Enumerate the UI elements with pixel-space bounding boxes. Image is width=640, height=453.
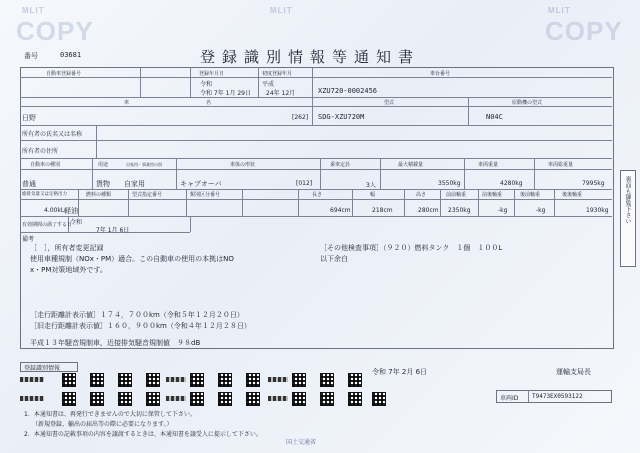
- weight-value: 4280kg: [500, 180, 523, 187]
- qr-code: [246, 373, 260, 387]
- qr-code: [348, 392, 362, 406]
- chassis-label: 車台番号: [430, 71, 451, 77]
- use-label: 用途: [98, 162, 109, 168]
- transport-office: 運輸支局長: [556, 368, 591, 376]
- first-reg-label: 初度登録年月: [262, 71, 293, 77]
- use-value: 貨物: [96, 180, 110, 188]
- watermark-mlit-right: MLIT: [548, 6, 571, 15]
- qr-code: [118, 373, 132, 387]
- watermark-copy-left: COPY: [16, 16, 94, 46]
- qr-code: [292, 392, 306, 406]
- reg-date-era: 令和: [200, 81, 213, 88]
- qr-code: [246, 392, 260, 406]
- issue-date: 令和 7年 2月 6日: [372, 368, 428, 376]
- type-label: 型式: [384, 100, 395, 106]
- height-value: 280cm: [418, 207, 439, 214]
- qr-code: [146, 373, 160, 387]
- first-reg-era: 平成: [262, 81, 275, 88]
- redacted-code: [166, 377, 186, 382]
- gross-weight-label: 車両総重量: [548, 162, 574, 168]
- rear-rear-axle-label: 後後軸重: [562, 192, 583, 198]
- odometer-line-2: ［旧走行距離計表示値］１６０，９００km（令和４年１２月２８日）: [30, 322, 251, 330]
- watermark-mlit-left: MLIT: [22, 6, 45, 15]
- qr-code: [190, 373, 204, 387]
- qr-code: [190, 392, 204, 406]
- qr-code: [320, 373, 334, 387]
- reg-date-value: 令和 7年 1月 29日: [200, 90, 251, 97]
- watermark-copy-right: COPY: [545, 16, 623, 46]
- height-label: 高さ: [416, 192, 427, 198]
- rear-rear-axle-value: 1930kg: [586, 207, 609, 214]
- qr-code: [218, 392, 232, 406]
- use-sub-value: 自家用: [124, 180, 145, 188]
- rear-front-axle-label: 後前軸重: [520, 192, 541, 198]
- type-value: SDG-XZU720M: [318, 113, 365, 121]
- kind-label: 自動車の種別: [30, 162, 61, 168]
- car-name-label: 名: [206, 100, 212, 106]
- noise-regulation: 平成１３年騒音規制車，近接排気騒音規制値 ９８dB: [30, 339, 201, 347]
- body-label: 車体の形状: [230, 162, 256, 168]
- redacted-code: [20, 396, 44, 401]
- qr-code: [292, 373, 306, 387]
- qr-code: [90, 392, 104, 406]
- redacted-code: [20, 377, 44, 382]
- inspection-note-1: ［その他検査事項］（９２０）燃料タンク １個 １００L: [320, 244, 503, 252]
- qr-code: [118, 392, 132, 406]
- page-title: 登録識別情報等通知書: [200, 48, 421, 66]
- rear-front-axle-value: -kg: [536, 207, 546, 214]
- owner-address-label: 所有者の住所: [22, 148, 59, 155]
- form-frame: [20, 67, 614, 349]
- capacity-value: 3人: [366, 182, 376, 189]
- front-front-axle-label: 前前軸重: [446, 192, 467, 198]
- number-label: 番号: [24, 52, 38, 60]
- type-approval-label: 型式指定番号: [132, 192, 163, 198]
- note-1: 1．本通知書は、再発行できませんので大切に保管して下さい。: [24, 411, 196, 418]
- class-number-label: 類別区分番号: [190, 192, 221, 198]
- fuel-label: 燃料の種類: [86, 192, 112, 198]
- expiry-date: 7年 1月 6日: [96, 227, 130, 234]
- displacement-label: 総排気量又は定格出力: [22, 192, 67, 197]
- qr-code: [146, 392, 160, 406]
- expiry-era: 令和: [70, 219, 83, 226]
- engine-label: 原動機の型式: [512, 100, 543, 106]
- capacity-label: 乗車定員: [330, 162, 351, 168]
- body-code: [012]: [296, 180, 313, 187]
- redacted-code: [166, 396, 186, 401]
- width-label: 幅: [370, 192, 376, 198]
- redacted-code: [268, 377, 288, 382]
- qr-code: [320, 392, 334, 406]
- remarks-line-2: 使用車種規制（NOx・PM）適合。この自動車の使用の本拠はNO: [30, 255, 234, 263]
- length-value: 694cm: [330, 207, 351, 214]
- remarks-line-3: x・PM対策地域外です。: [30, 266, 107, 274]
- max-load-label: 最大積載量: [398, 162, 424, 168]
- qr-code: [62, 373, 76, 387]
- note-2: （新規登録、輸出の届出等の際に必要になります。）: [32, 421, 173, 428]
- width-value: 218cm: [372, 207, 393, 214]
- reg-date-label: 登録年月日: [199, 71, 225, 77]
- document-number: 03681: [60, 51, 82, 59]
- weight-label: 車両重量: [478, 162, 499, 168]
- inspection-note-2: 以下余白: [320, 255, 348, 263]
- expiry-label: 有効期間の満了する日: [22, 222, 73, 228]
- fuel-value: 軽油: [64, 207, 78, 215]
- body-value: キャブオーバ: [180, 180, 222, 188]
- note-3: 2．本通知書の記載事項の内容を譲渡するときは、本通知書を譲受人に提示して下さい。: [24, 431, 262, 438]
- ministry-seal: 国土交通省: [286, 439, 317, 446]
- chassis-value: XZU720-0002456: [318, 87, 378, 95]
- qr-code: [90, 373, 104, 387]
- qr-code: [372, 392, 386, 406]
- owner-name-label: 所有者の氏名又は名称: [22, 131, 83, 138]
- engine-value: N04C: [486, 113, 503, 121]
- maker-value: 日野: [22, 114, 36, 122]
- reg-no-label: 自動車登録番号: [46, 71, 82, 77]
- vehicle-id-label: 車両ID: [500, 395, 519, 402]
- remarks-label: 備考: [22, 236, 35, 243]
- vehicle-id-value: T9473EX0593122: [532, 393, 583, 400]
- displacement-value: 4.00kL: [44, 207, 65, 214]
- front-rear-axle-label: 前後軸重: [482, 192, 503, 198]
- front-front-axle-value: 2350kg: [448, 207, 471, 214]
- kind-value: 普通: [22, 180, 36, 188]
- remarks-line-1: ［ ］，所有者変更記録: [30, 244, 104, 252]
- redacted-code: [268, 396, 288, 401]
- reg-info-label: 登録識別情報: [24, 365, 61, 372]
- type-code: [262]: [292, 114, 309, 121]
- watermark-mlit-center: MLIT: [270, 6, 293, 15]
- first-reg-value: 24年 12月: [266, 90, 296, 97]
- front-rear-axle-value: -kg: [498, 207, 508, 214]
- qr-code: [62, 392, 76, 406]
- length-label: 長さ: [312, 192, 323, 198]
- max-load-value: 3550kg: [438, 180, 461, 187]
- side-note: 裏面も御覧下さい: [624, 176, 631, 224]
- qr-code: [218, 373, 232, 387]
- use-sub-label: 自家用・事業用の別: [126, 162, 162, 167]
- odometer-line-1: ［走行距離計表示値］１７４，７００km（令和５年１２月２０日）: [30, 311, 244, 319]
- qr-code: [348, 373, 362, 387]
- gross-weight-value: 7995kg: [582, 180, 605, 187]
- maker-label: 車: [124, 100, 130, 106]
